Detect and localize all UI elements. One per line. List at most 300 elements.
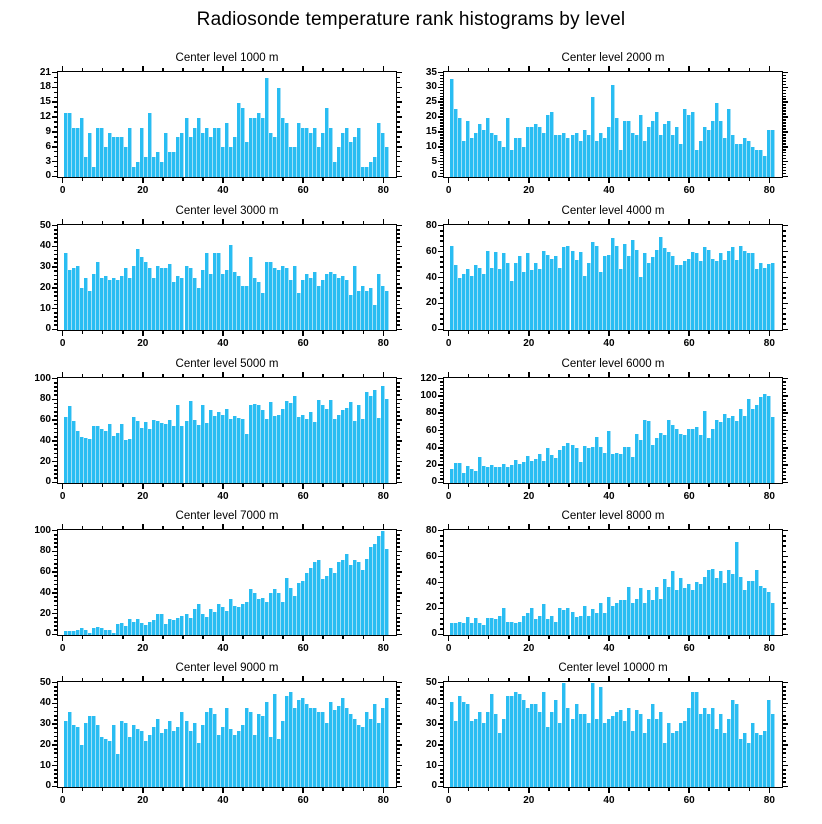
axis-tick: [222, 676, 224, 681]
axis-tick: [438, 765, 443, 767]
axis-tick: [783, 786, 788, 788]
axis-tick: [363, 374, 365, 377]
subplot-title: Center level 4000 m: [561, 205, 665, 217]
axis-tick: [54, 320, 57, 322]
y-tick-label: 100: [34, 524, 51, 536]
axis-tick: [783, 399, 786, 401]
axis-tick: [440, 256, 443, 258]
axis-tick: [54, 386, 57, 388]
axis-tick: [383, 372, 385, 377]
axis-tick: [438, 786, 443, 788]
axis-tick: [608, 676, 610, 681]
x-tick-label: 0: [59, 338, 66, 349]
axis-tick: [688, 788, 690, 793]
axis-tick: [54, 136, 57, 138]
axis-tick: [438, 608, 443, 610]
axis-tick: [440, 266, 443, 268]
x-tick-label: 80: [763, 643, 775, 654]
axis-tick: [769, 178, 771, 183]
axis-tick: [783, 329, 788, 331]
y-tick-label: 0: [45, 628, 51, 640]
axis-tick: [52, 613, 57, 615]
axis-tick: [440, 385, 443, 387]
axis-tick: [448, 66, 450, 71]
axis-tick: [54, 534, 57, 536]
axis-tick: [783, 251, 788, 253]
y-tick-label: 20: [425, 602, 437, 614]
axis-tick: [397, 736, 400, 738]
axis-tick: [302, 636, 304, 641]
y-tick-label: 50: [425, 676, 437, 688]
axis-tick: [783, 323, 786, 325]
axis-tick: [440, 107, 443, 109]
axis-tick: [448, 219, 450, 224]
axis-tick: [440, 690, 443, 692]
subplot-title: Center level 6000 m: [561, 358, 665, 370]
axis-tick: [282, 68, 284, 71]
axis-tick: [52, 419, 57, 421]
axis-tick: [54, 584, 57, 586]
axis-tick: [54, 279, 57, 281]
axis-tick: [783, 566, 786, 568]
axis-tick: [54, 757, 57, 759]
histogram-bar: [771, 603, 775, 635]
x-tick-label: 0: [59, 185, 66, 196]
axis-tick: [783, 437, 786, 439]
axis-tick: [52, 592, 57, 594]
subplot-title: Center level 2000 m: [561, 52, 665, 64]
x-tick-label: 0: [445, 338, 452, 349]
axis-tick: [397, 283, 400, 285]
axis-tick: [262, 484, 264, 487]
axis-tick: [440, 769, 443, 771]
axis-tick: [528, 636, 530, 641]
axis-tick: [52, 703, 57, 705]
axis-tick: [322, 221, 324, 224]
axis-tick: [688, 636, 690, 641]
axis-tick: [440, 122, 443, 124]
x-tick-label: 60: [297, 338, 309, 349]
axis-tick: [322, 788, 324, 791]
axis-tick: [783, 240, 786, 242]
histogram-bar: [385, 698, 389, 787]
axis-tick: [142, 788, 144, 793]
x-tick-label: 20: [137, 185, 149, 196]
x-tick-label: 60: [297, 795, 309, 806]
x-tick-label: 60: [683, 643, 695, 654]
axis-tick: [54, 690, 57, 692]
axis-tick: [783, 587, 786, 589]
axis-tick: [488, 526, 490, 529]
axis-tick: [383, 676, 385, 681]
axis-tick: [783, 530, 788, 532]
axis-tick: [648, 484, 650, 487]
axis-tick: [783, 715, 786, 717]
axis-tick: [52, 225, 57, 227]
axis-tick: [528, 788, 530, 793]
axis-tick: [54, 761, 57, 763]
axis-tick: [440, 752, 443, 754]
axis-tick: [668, 678, 670, 681]
axis-tick: [102, 526, 104, 529]
y-tick-label: 40: [425, 576, 437, 588]
axis-tick: [282, 221, 284, 224]
axis-tick: [438, 303, 443, 305]
axis-tick: [648, 636, 650, 639]
axis-tick: [438, 530, 443, 532]
y-tick-label: 6: [45, 140, 51, 152]
y-tick-label: 60: [425, 245, 437, 257]
axis-tick: [783, 426, 786, 428]
axis-tick: [222, 636, 224, 641]
axis-tick: [783, 98, 786, 100]
x-tick-label: 40: [603, 643, 615, 654]
axis-tick: [62, 524, 64, 529]
y-tick-label: 20: [39, 607, 51, 619]
axis-tick: [783, 261, 786, 263]
axis-tick: [282, 178, 284, 181]
axis-tick: [54, 394, 57, 396]
axis-tick: [568, 331, 570, 334]
axis-tick: [52, 461, 57, 463]
axis-tick: [769, 636, 771, 641]
axis-tick: [54, 250, 57, 252]
axis-tick: [397, 538, 400, 540]
axis-tick: [440, 323, 443, 325]
axis-tick: [783, 152, 786, 154]
bars-layer: [58, 72, 396, 177]
axis-tick: [628, 526, 630, 529]
y-tick-label: 60: [39, 566, 51, 578]
axis-tick: [383, 219, 385, 224]
axis-tick: [440, 90, 443, 92]
axis-tick: [54, 126, 57, 128]
axis-tick: [54, 448, 57, 450]
axis-tick: [448, 788, 450, 793]
axis-tick: [440, 282, 443, 284]
bars-layer: [58, 225, 396, 330]
axis-tick: [363, 178, 365, 181]
axis-tick: [438, 395, 443, 397]
axis-tick: [468, 68, 470, 71]
y-tick-label: 20: [39, 738, 51, 750]
axis-tick: [438, 161, 443, 163]
axis-tick: [383, 788, 385, 793]
axis-tick: [262, 68, 264, 71]
axis-tick: [54, 121, 57, 123]
axis-tick: [548, 331, 550, 334]
axis-tick: [54, 77, 57, 79]
axis-tick: [783, 134, 786, 136]
axis-tick: [202, 178, 204, 181]
plot-frame: [443, 71, 783, 178]
axis-tick: [52, 634, 57, 636]
x-tick-label: 20: [523, 643, 535, 654]
axis-tick: [54, 258, 57, 260]
axis-tick: [62, 178, 64, 183]
axis-tick: [54, 241, 57, 243]
axis-tick: [628, 178, 630, 181]
axis-tick: [182, 636, 184, 639]
axis-tick: [122, 484, 124, 487]
axis-tick: [222, 331, 224, 336]
axis-tick: [102, 374, 104, 377]
x-tick-label: 80: [377, 491, 389, 502]
axis-tick: [82, 526, 84, 529]
axis-tick: [448, 484, 450, 489]
axis-tick: [82, 374, 84, 377]
axis-tick: [783, 777, 786, 779]
axis-tick: [342, 331, 344, 334]
axis-tick: [322, 68, 324, 71]
axis-tick: [568, 678, 570, 681]
axis-tick: [608, 788, 610, 793]
axis-tick: [783, 381, 786, 383]
axis-tick: [302, 676, 304, 681]
axis-tick: [54, 769, 57, 771]
axis-tick: [242, 331, 244, 334]
axis-tick: [397, 596, 400, 598]
axis-tick: [668, 68, 670, 71]
axis-tick: [488, 374, 490, 377]
axis-tick: [440, 388, 443, 390]
axis-tick: [342, 678, 344, 681]
axis-tick: [438, 447, 443, 449]
axis-tick: [783, 412, 788, 414]
axis-tick: [783, 781, 786, 783]
bars-layer: [58, 682, 396, 787]
axis-tick: [440, 587, 443, 589]
x-tick-label: 80: [763, 795, 775, 806]
axis-tick: [397, 732, 400, 734]
axis-tick: [282, 678, 284, 681]
axis-tick: [783, 694, 786, 696]
subplot-title: Center level 7000 m: [175, 510, 279, 522]
axis-tick: [628, 331, 630, 334]
axis-tick: [728, 68, 730, 71]
axis-tick: [62, 219, 64, 224]
axis-tick: [783, 140, 786, 142]
axis-tick: [383, 331, 385, 336]
axis-tick: [440, 748, 443, 750]
axis-tick: [783, 628, 786, 630]
axis-tick: [397, 592, 402, 594]
axis-tick: [440, 444, 443, 446]
axis-tick: [302, 331, 304, 336]
subplot-title: Center level 9000 m: [175, 662, 279, 674]
axis-tick: [322, 636, 324, 639]
axis-tick: [783, 235, 786, 237]
axis-tick: [438, 87, 443, 89]
axis-tick: [783, 170, 786, 172]
axis-tick: [440, 405, 443, 407]
axis-tick: [440, 613, 443, 615]
axis-tick: [588, 484, 590, 487]
axis-tick: [363, 678, 365, 681]
axis-tick: [528, 66, 530, 71]
axis-tick: [202, 331, 204, 334]
axis-tick: [302, 372, 304, 377]
axis-tick: [222, 372, 224, 377]
axis-tick: [749, 678, 751, 681]
axis-tick: [54, 382, 57, 384]
axis-tick: [668, 221, 670, 224]
axis-tick: [783, 423, 786, 425]
axis-tick: [52, 399, 57, 401]
axis-tick: [749, 331, 751, 334]
axis-tick: [783, 292, 786, 294]
axis-tick: [588, 178, 590, 181]
y-tick-label: 80: [39, 393, 51, 405]
axis-tick: [588, 374, 590, 377]
axis-tick: [688, 372, 690, 377]
histogram-bar: [385, 399, 389, 483]
axis-tick: [783, 93, 786, 95]
axis-tick: [440, 437, 443, 439]
axis-tick: [282, 636, 284, 639]
axis-tick: [438, 430, 443, 432]
axis-tick: [52, 551, 57, 553]
histogram-bar: [385, 549, 389, 635]
axis-tick: [688, 524, 690, 529]
axis-tick: [54, 752, 57, 754]
axis-tick: [568, 374, 570, 377]
axis-tick: [440, 540, 443, 542]
x-tick-label: 0: [59, 643, 66, 654]
axis-tick: [122, 68, 124, 71]
axis-tick: [440, 761, 443, 763]
axis-tick: [54, 233, 57, 235]
axis-tick: [508, 178, 510, 181]
y-tick-label: 18: [39, 81, 51, 93]
axis-tick: [383, 484, 385, 489]
axis-tick: [162, 68, 164, 71]
axis-tick: [783, 388, 786, 390]
axis-tick: [783, 164, 786, 166]
axis-tick: [52, 72, 57, 74]
axis-tick: [383, 636, 385, 641]
axis-tick: [397, 436, 400, 438]
axis-tick: [52, 378, 57, 380]
axis-tick: [54, 453, 57, 455]
axis-tick: [242, 526, 244, 529]
axis-tick: [438, 378, 443, 380]
axis-tick: [568, 221, 570, 224]
axis-tick: [440, 561, 443, 563]
axis-tick: [783, 101, 788, 103]
axis-tick: [783, 87, 788, 89]
axis-tick: [54, 777, 57, 779]
axis-tick: [440, 287, 443, 289]
y-tick-label: 80: [425, 524, 437, 536]
axis-tick: [440, 597, 443, 599]
axis-tick: [54, 698, 57, 700]
axis-tick: [783, 535, 786, 537]
axis-tick: [440, 773, 443, 775]
axis-tick: [54, 283, 57, 285]
axis-tick: [749, 68, 751, 71]
y-tick-label: 20: [425, 738, 437, 750]
axis-tick: [440, 736, 443, 738]
axis-tick: [708, 68, 710, 71]
axis-tick: [468, 221, 470, 224]
axis-tick: [728, 221, 730, 224]
axis-tick: [440, 119, 443, 121]
axis-tick: [440, 450, 443, 452]
axis-tick: [783, 582, 788, 584]
axis-tick: [783, 454, 786, 456]
axis-tick: [708, 178, 710, 181]
axis-tick: [440, 707, 443, 709]
y-tick-label: 80: [39, 545, 51, 557]
axis-tick: [548, 484, 550, 487]
axis-tick: [749, 526, 751, 529]
axis-tick: [342, 178, 344, 181]
axis-tick: [322, 678, 324, 681]
axis-tick: [668, 374, 670, 377]
axis-tick: [440, 240, 443, 242]
axis-tick: [608, 484, 610, 489]
axis-tick: [142, 636, 144, 641]
axis-tick: [142, 484, 144, 489]
axis-tick: [202, 636, 204, 639]
y-tick-label: 9: [45, 125, 51, 137]
axis-tick: [783, 272, 786, 274]
axis-tick: [608, 219, 610, 224]
axis-tick: [728, 636, 730, 639]
axis-tick: [440, 98, 443, 100]
axis-tick: [783, 173, 786, 175]
axis-tick: [783, 110, 786, 112]
x-tick-label: 60: [297, 643, 309, 654]
axis-tick: [708, 636, 710, 639]
axis-tick: [438, 482, 443, 484]
axis-tick: [342, 484, 344, 487]
axis-tick: [783, 444, 786, 446]
axis-tick: [588, 636, 590, 639]
axis-tick: [468, 678, 470, 681]
axis-tick: [142, 66, 144, 71]
x-tick-label: 0: [445, 795, 452, 806]
axis-tick: [54, 171, 57, 173]
axis-tick: [438, 131, 443, 133]
y-tick-label: 12: [39, 111, 51, 123]
x-tick-label: 60: [297, 185, 309, 196]
y-tick-label: 20: [425, 111, 437, 123]
axis-tick: [397, 386, 400, 388]
axis-tick: [440, 128, 443, 130]
axis-tick: [397, 563, 400, 565]
x-tick-label: 60: [297, 491, 309, 502]
axis-tick: [783, 405, 786, 407]
axis-tick: [568, 484, 570, 487]
axis-tick: [783, 385, 786, 387]
axis-tick: [769, 219, 771, 224]
axis-tick: [322, 178, 324, 181]
axis-tick: [488, 484, 490, 487]
axis-tick: [588, 788, 590, 791]
axis-tick: [488, 636, 490, 639]
axis-tick: [282, 331, 284, 334]
axis-tick: [54, 719, 57, 721]
axis-tick: [440, 468, 443, 470]
bars-layer: [444, 225, 782, 330]
axis-tick: [54, 477, 57, 479]
plot-frame: [443, 681, 783, 788]
x-tick-label: 60: [683, 338, 695, 349]
axis-tick: [440, 104, 443, 106]
axis-tick: [322, 374, 324, 377]
